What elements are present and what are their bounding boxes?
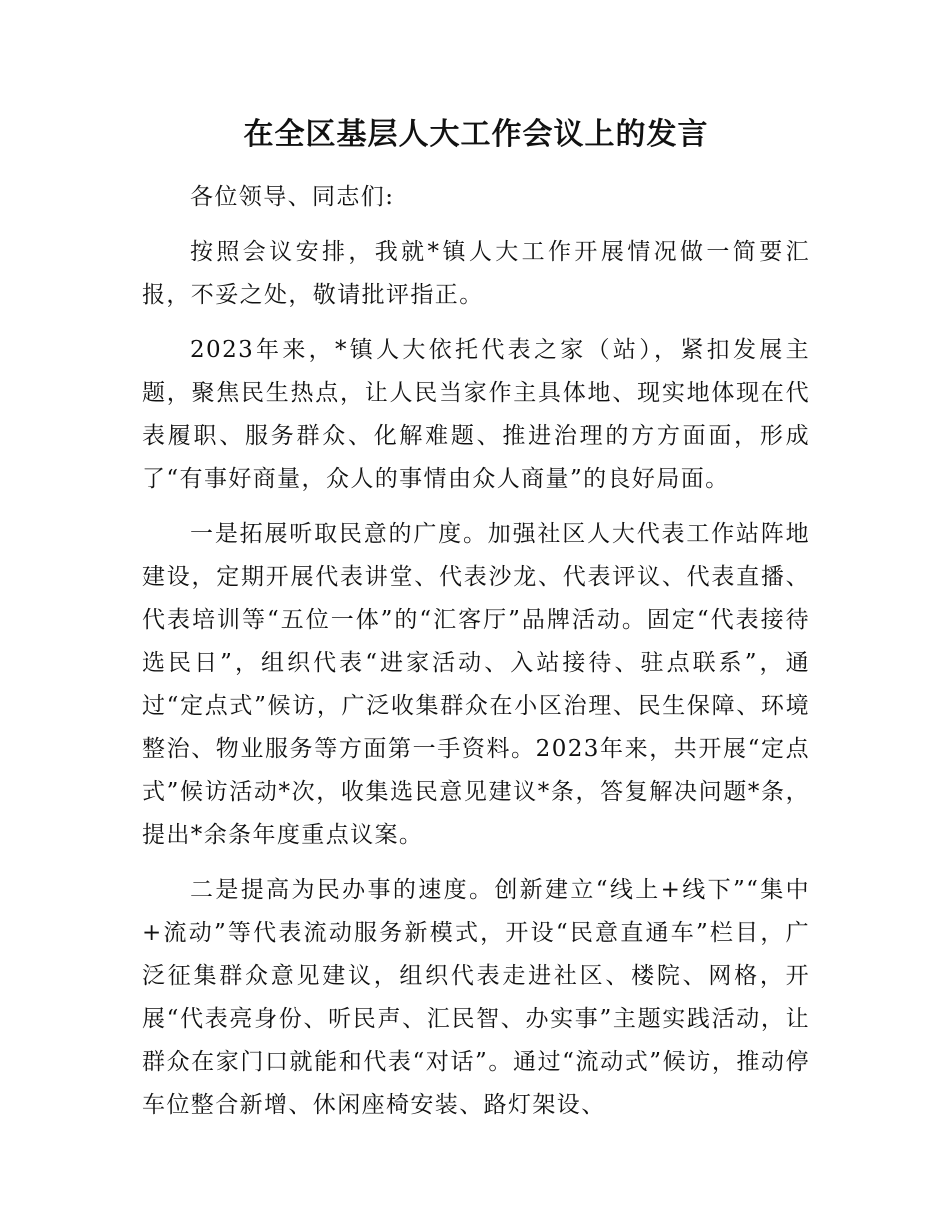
salutation: 各位领导、同志们: — [190, 184, 395, 210]
paragraph-intro: 按照会议安排，我就*镇人大工作开展情况做一简要汇报，不妥之处，敬请批评指正。 — [142, 239, 810, 308]
paragraph-overview: 2023年来，*镇人大依托代表之家（站），紧扣发展主题，聚焦民生热点，让人民当家作主具体地、现实地体现在代表履职、服务群众、化解难题、推进治理的方方面面，形成了“有事好商量，众人的事情由众人商量”的良好局面。 — [142, 337, 810, 492]
paragraph-point-two: 二是提高为民办事的速度。创新建立“线上+线下”“集中+流动”等代表流动服务新模式，开设“民意直通车”栏目，广泛征集群众意见建议，组织代表走进社区、楼院、网格，开展“代表亮身份、听民声、汇民智、办实事”主题实践活动，让群众在家门口就能和代表“对话”。通过“流动式”候访，推动停车位整合新增、休闲座椅安装、路灯架设、 — [142, 877, 810, 1118]
paragraph-point-one: 一是拓展听取民意的广度。加强社区人大代表工作站阵地建设，定期开展代表讲堂、代表沙龙、代表评议、代表直播、代表培训等“五位一体”的“汇客厅”品牌活动。固定“代表接待选民日”，组织代表“进家活动、入站接待、驻点联系”，通过“定点式”候访，广泛收集群众在小区治理、民生保障、环境整治、物业服务等方面第一手资料。2023年来，共开展“定点式”候访活动*次，收集选民意见建议*条，答复解决问题*条，提出*余条年度重点议案。 — [142, 521, 810, 848]
document-page — [142, 112, 810, 1139]
document-title: 在全区基层人大工作会议上的发言 — [243, 117, 709, 152]
